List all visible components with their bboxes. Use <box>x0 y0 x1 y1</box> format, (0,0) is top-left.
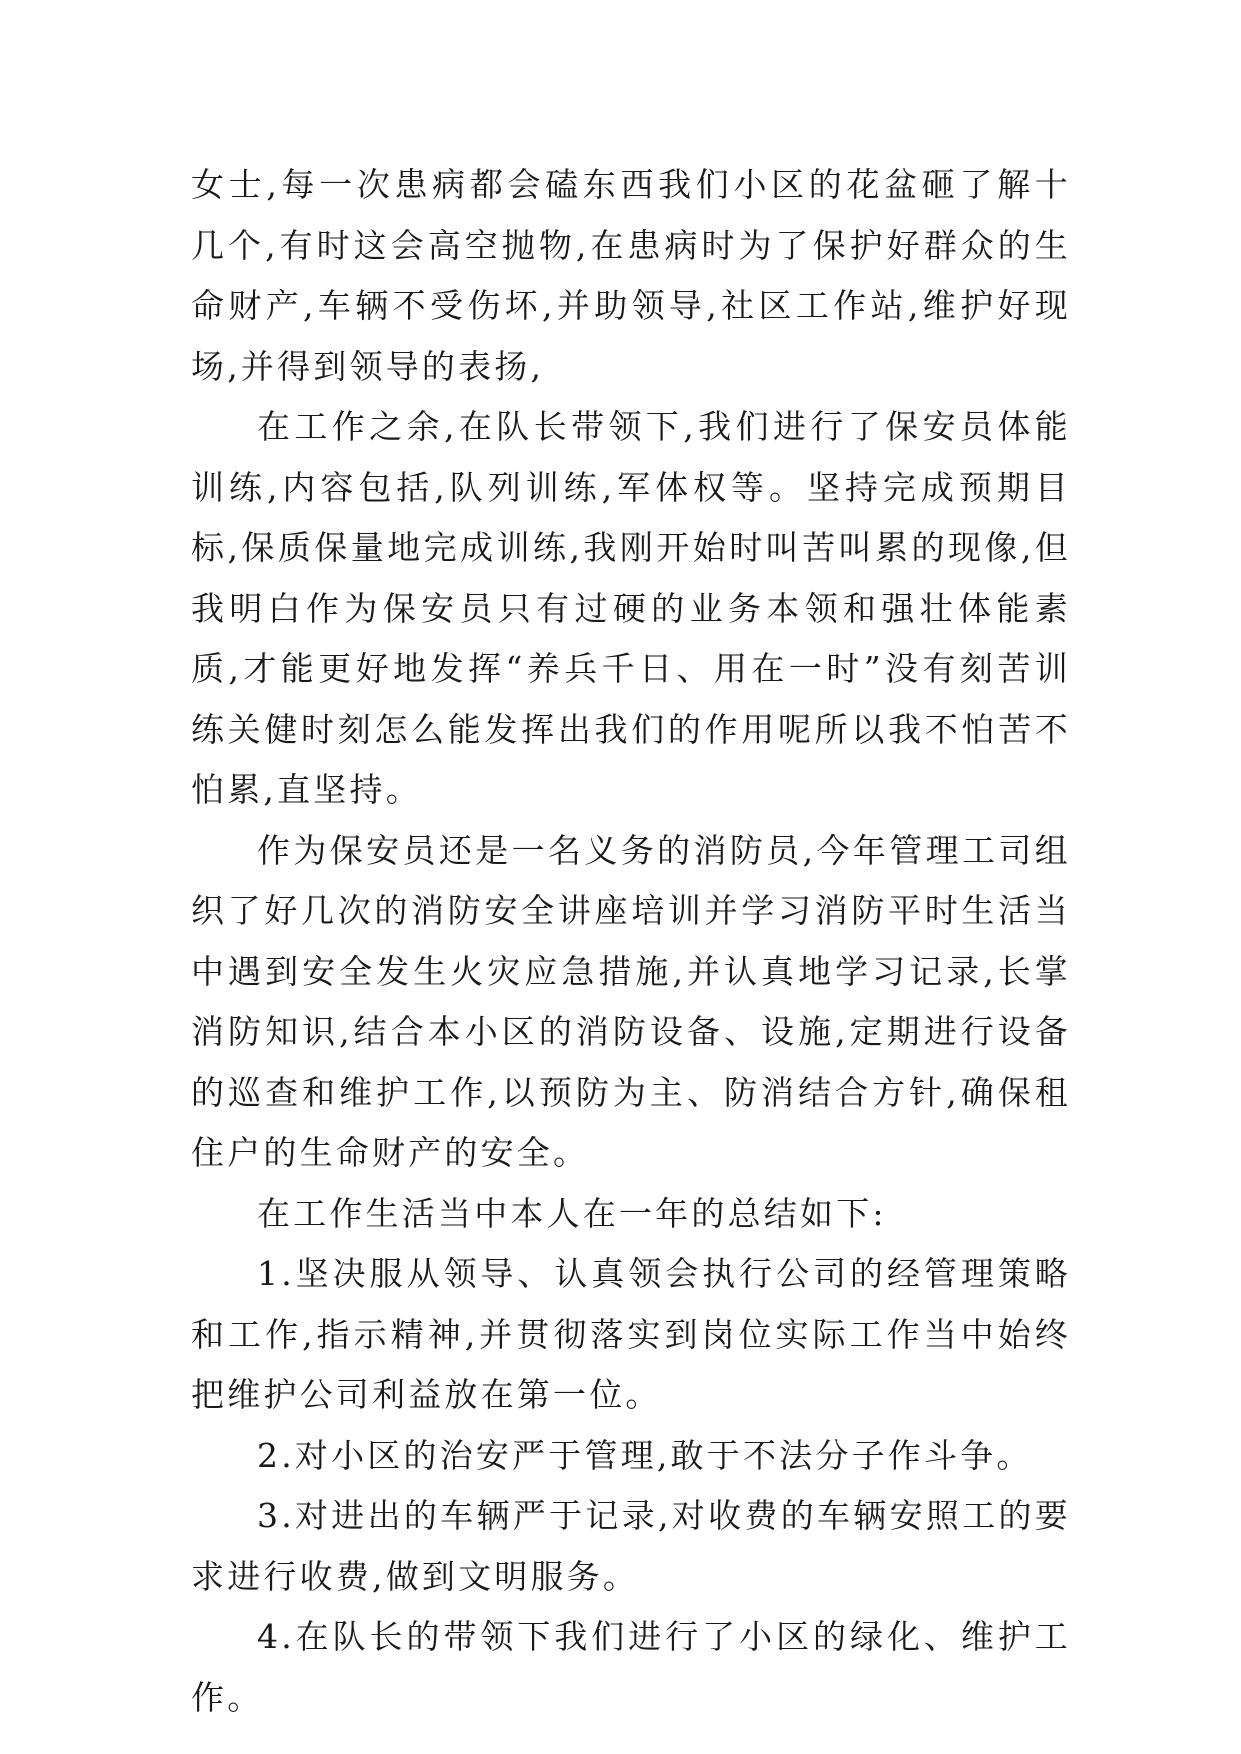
paragraph-training: 在工作之余,在队长带领下,我们进行了保安员体能训练,内容包括,队列训练,军体权等。坚持完成预期目标,保质保量地完成训练,我刚开始时叫苦叫累的现像,但我明白作为保安员只有过硬的业务本领和强壮体能素质,才能更好地发挥“养兵千日、用在一时”没有刻苦训练关健时刻怎么能发挥出我们的作用呢所以我不怕苦不怕累,直坚持。 <box>191 407 1071 809</box>
document-body <box>191 155 1071 1728</box>
paragraph-fire-safety: 作为保安员还是一名义务的消防员,今年管理工司组织了好几次的消防安全讲座培训并学习消防平时生活当中遇到安全发生火灾应急措施,并认真地学习记录,长掌消防知识,结合本小区的消防设备、设施,定期进行设备的巡查和维护工作,以预防为主、防消结合方针,确保租住户的生命财产的安全。 <box>191 830 1071 1172</box>
summary-item-1: 1.坚决服从领导、认真领会执行公司的经管理策略和工作,指示精神,并贯彻落实到岗位实际工作当中始终把维护公司利益放在第一位。 <box>191 1254 1071 1414</box>
summary-item-4: 4.在队长的带领下我们进行了小区的绿化、维护工作。 <box>191 1617 1071 1717</box>
summary-item-3: 3.对进出的车辆严于记录,对收费的车辆安照工的要求进行收费,做到文明服务。 <box>191 1496 1071 1596</box>
paragraph-summary-intro: 在工作生活当中本人在一年的总结如下: <box>257 1193 887 1233</box>
paragraph-incident: 女士,每一次患病都会磕东西我们小区的花盆砸了解十几个,有时这会高空抛物,在患病时为了保护好群众的生命财产,车辆不受伤坏,并助领导,社区工作站,维护好现场,并得到领导的表扬, <box>191 165 1071 386</box>
summary-item-2: 2.对小区的治安严于管理,敢于不法分子作斗争。 <box>257 1435 1033 1475</box>
